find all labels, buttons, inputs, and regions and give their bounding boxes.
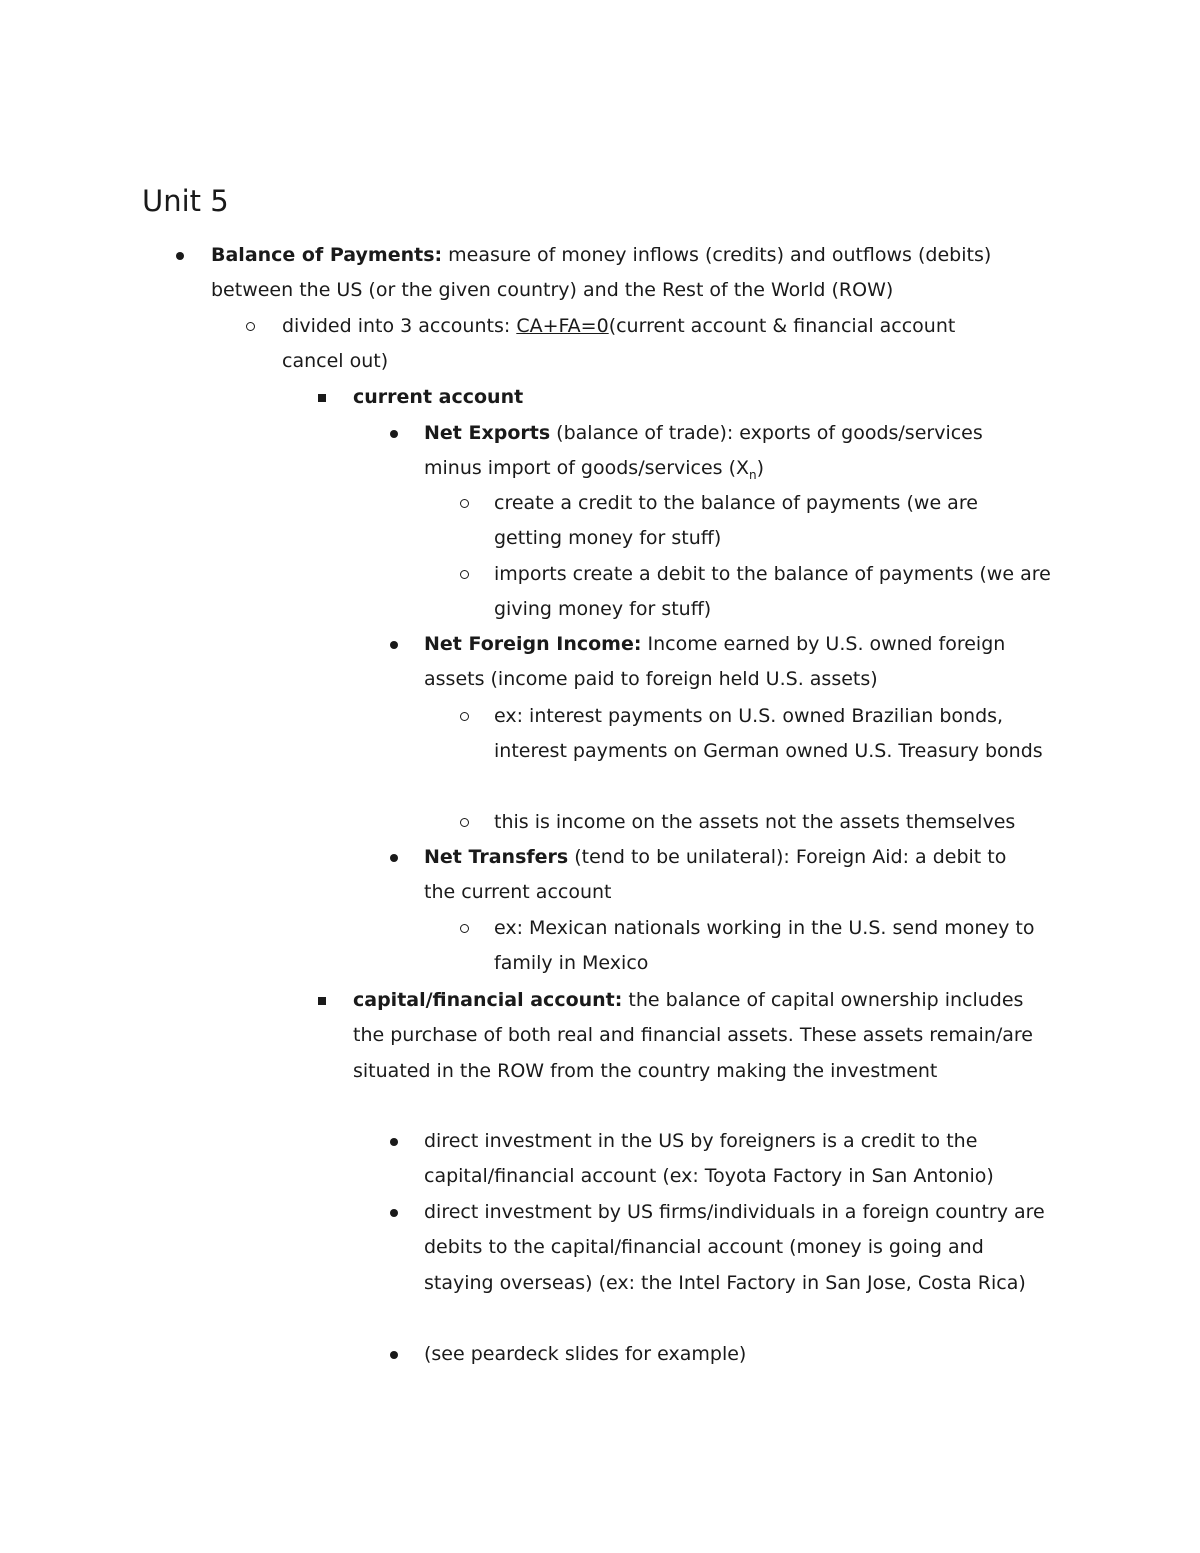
item-text: the balance of capital ownership includes the purchase of both real and financial assets. These assets remain/are situated in the ROW from the country making the investment: [353, 989, 1033, 1082]
bullet-circle-icon: [460, 699, 470, 734]
subscript: n: [749, 468, 757, 483]
bullet-disc-icon: [390, 416, 400, 451]
item-text: (tend to be unilateral): Foreign Aid: a debit to the current account: [424, 846, 1007, 904]
list-item-interest-example: [494, 699, 1044, 770]
item-text: direct investment by US firms/individuals in a foreign country are debits to the capital/financial account (money is going and staying overseas) (ex: the Intel Factory in San Jose, Costa Rica): [424, 1201, 1045, 1294]
list-item-us-investment-debit: [424, 1195, 1056, 1301]
page-title: Unit 5: [142, 184, 229, 218]
term-label: Balance of Payments:: [211, 244, 443, 266]
term-label: Net Transfers: [424, 846, 569, 868]
list-item-transfer-example: [494, 911, 1044, 982]
bullet-square-icon: [318, 983, 328, 1018]
list-item-income-note: [494, 805, 1074, 840]
item-text: (see peardeck slides for example): [424, 1343, 747, 1365]
bullet-circle-icon: [460, 805, 470, 840]
list-item-accounts: [282, 309, 1022, 380]
term-label: Net Foreign Income:: [424, 633, 642, 655]
list-item-capital-financial-account: [353, 983, 1053, 1089]
item-text: divided into 3 accounts:: [282, 315, 517, 337]
bullet-disc-icon: [390, 1337, 400, 1372]
bullet-disc-icon: [390, 1124, 400, 1159]
bullet-circle-icon: [460, 486, 470, 521]
item-text: Income earned by U.S. owned foreign assets (income paid to foreign held U.S. assets): [424, 633, 1006, 691]
list-item-current-account: [353, 380, 1053, 415]
item-text: imports create a debit to the balance of payments (we are giving money for stuff): [494, 563, 1051, 621]
bullet-square-icon: [318, 380, 328, 415]
list-item-balance-of-payments: [211, 238, 1051, 309]
bullet-disc-icon: [390, 627, 400, 662]
list-item-debit: [494, 557, 1054, 628]
item-text: ex: Mexican nationals working in the U.S. send money to family in Mexico: [494, 917, 1035, 975]
term-label: capital/financial account:: [353, 989, 623, 1011]
item-text: this is income on the assets not the assets themselves: [494, 811, 1016, 833]
list-item-peardeck-note: [424, 1337, 1044, 1372]
item-text: (balance of trade): exports of goods/services minus import of goods/services (X: [424, 422, 983, 480]
item-text: measure of money inflows (credits) and outflows (debits) between the US (or the given country) and the Rest of the World (ROW): [211, 244, 992, 302]
item-text-post: ): [756, 457, 765, 480]
term-label: Net Exports: [424, 422, 551, 444]
bullet-circle-icon: [246, 309, 256, 344]
list-item-net-transfers: [424, 840, 1039, 911]
term-label: current account: [353, 386, 524, 408]
bullet-disc-icon: [176, 238, 186, 273]
bullet-disc-icon: [390, 1195, 400, 1230]
list-item-net-foreign-income: [424, 627, 1034, 698]
item-text: direct investment in the US by foreigners is a credit to the capital/financial account (ex: Toyota Factory in San Antonio): [424, 1130, 994, 1188]
list-item-credit: [494, 486, 1034, 557]
list-item-net-exports: [424, 416, 1024, 487]
bullet-disc-icon: [390, 840, 400, 875]
bullet-circle-icon: [460, 911, 470, 946]
bullet-circle-icon: [460, 557, 470, 592]
item-text: ex: interest payments on U.S. owned Brazilian bonds, interest payments on German owned U.S. Treasury bonds: [494, 705, 1043, 763]
item-text-post: (current account & financial account cancel out): [282, 315, 956, 373]
list-item-foreign-investment-credit: [424, 1124, 1044, 1195]
equation-underlined: CA+FA=0: [516, 315, 609, 337]
item-text: create a credit to the balance of payments (we are getting money for stuff): [494, 492, 978, 550]
